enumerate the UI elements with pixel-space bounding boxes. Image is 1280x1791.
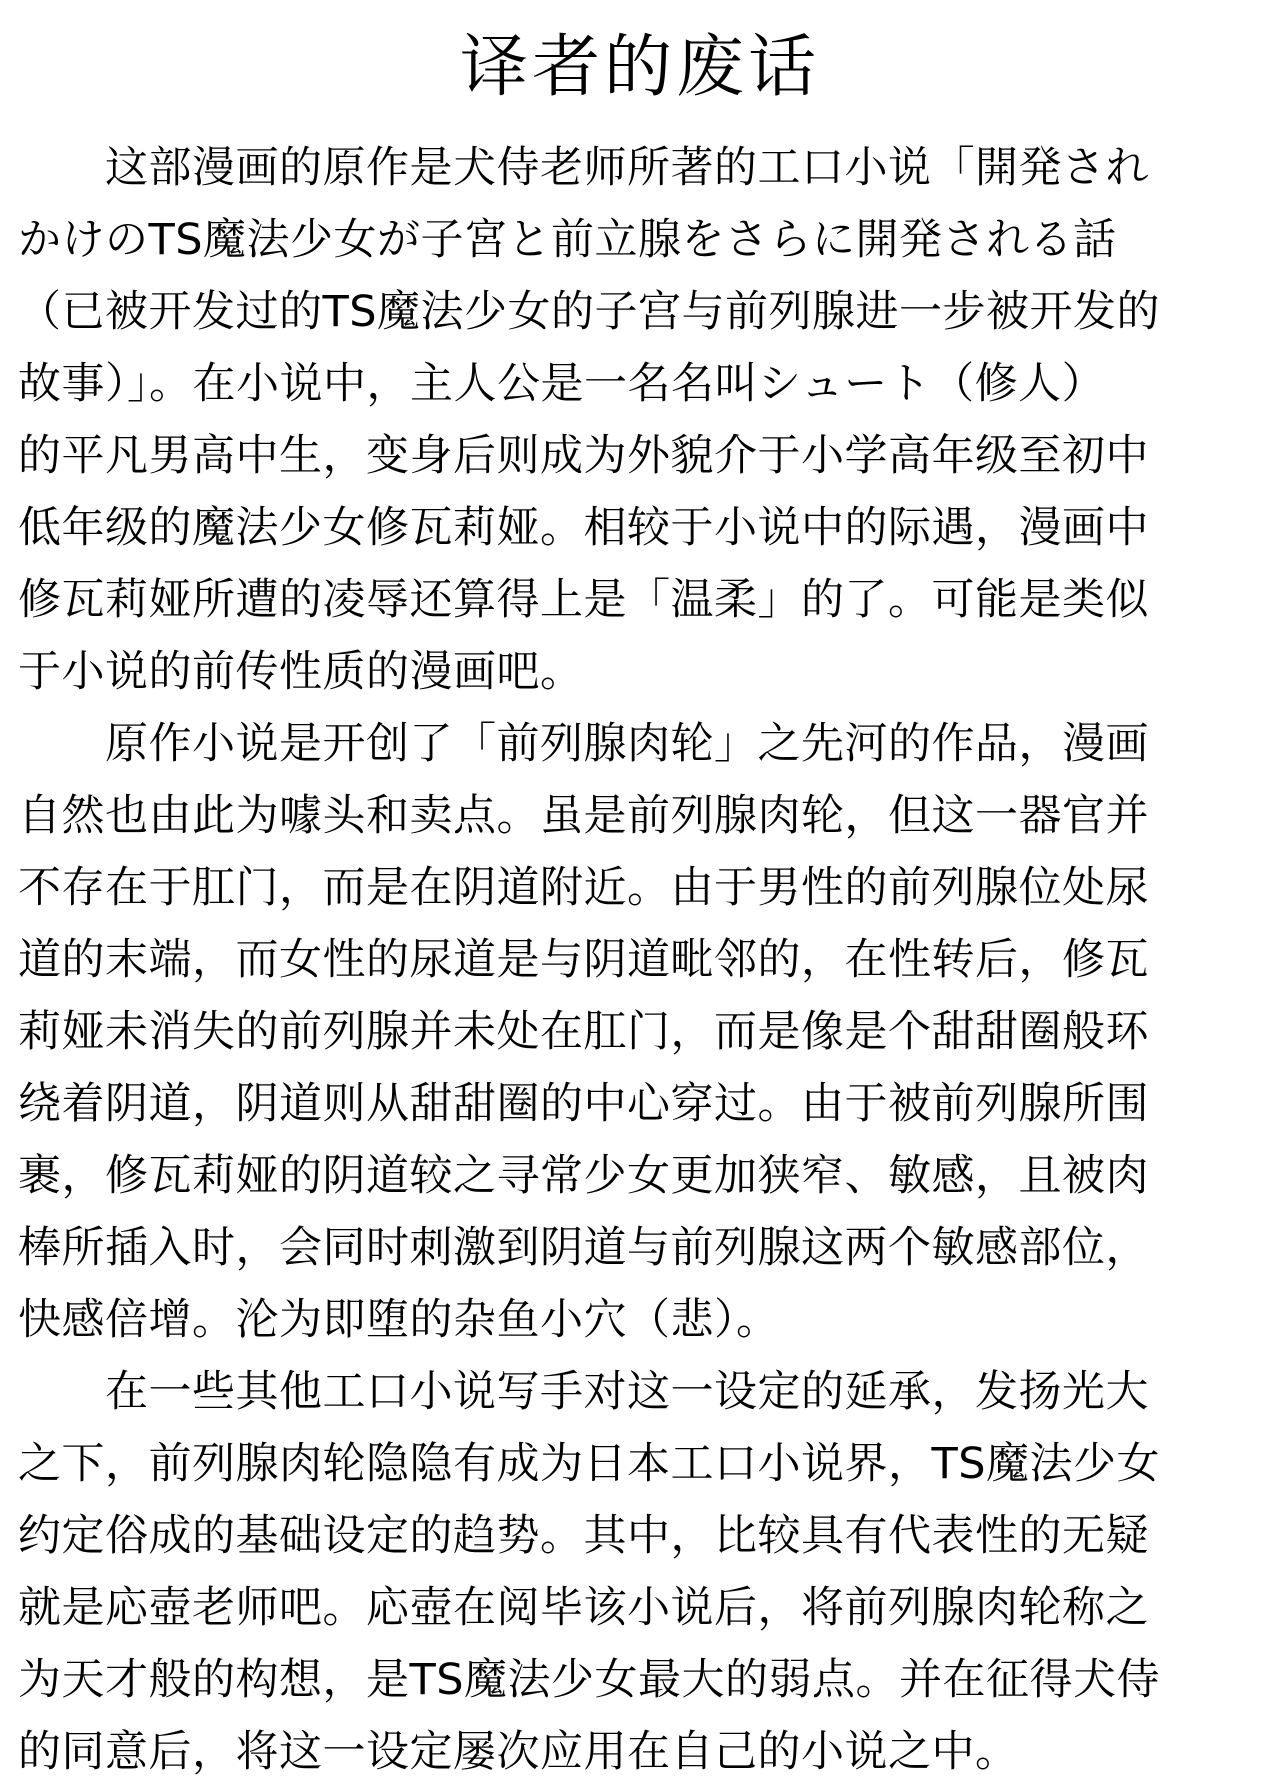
text-line: 之下，前列腺肉轮隐隐有成为日本工口小说界，TS魔法少女 (18, 1439, 1161, 1489)
text-line: （已被开发过的TS魔法少女的子宫与前列腺进一步被开发的 (18, 287, 1161, 337)
text-line: 自然也由此为噱头和卖点。虽是前列腺肉轮，但这一器官并 (18, 791, 1149, 841)
text-line: 为天才般的构想，是TS魔法少女最大的弱点。并在征得犬侍 (18, 1655, 1161, 1705)
text-line: 原作小说是开创了「前列腺肉轮」之先河的作品，漫画 (18, 719, 1149, 769)
text-line: 道的末端，而女性的尿道是与阴道毗邻的，在性转后，修瓦 (18, 935, 1149, 985)
text-line: 低年级的魔法少女修瓦莉娅。相较于小说中的际遇，漫画中 (18, 503, 1149, 553)
text-line: 于小说的前传性质的漫画吧。 (18, 647, 584, 697)
text-line: 的同意后，将这一设定屡次应用在自己的小说之中。 (18, 1727, 1019, 1777)
text-line: 约定俗成的基础设定的趋势。其中，比较具有代表性的无疑 (18, 1511, 1149, 1561)
text-line: かけのTS魔法少女が子宮と前立腺をさらに開発される話 (18, 215, 1117, 265)
text-line: 棒所插入时，会同时刺激到阴道与前列腺这两个敏感部位， (18, 1223, 1149, 1273)
text-line: 不存在于肛门，而是在阴道附近。由于男性的前列腺位处尿 (18, 863, 1149, 913)
text-line: 这部漫画的原作是犬侍老师所著的工口小说「開発され (18, 143, 1149, 193)
text-line: 裹，修瓦莉娅的阴道较之寻常少女更加狭窄、敏感，且被肉 (18, 1151, 1149, 1201)
text-line: 绕着阴道，阴道则从甜甜圈的中心穿过。由于被前列腺所围 (18, 1079, 1149, 1129)
document-body (18, 132, 1258, 1788)
paragraph-3 (18, 1356, 1258, 1788)
text-line: 快感倍增。沦为即堕的杂鱼小穴（悲）。 (18, 1295, 780, 1345)
page-title: 译者的废话 (459, 28, 820, 107)
text-line: 就是応壺老师吧。応壺在阅毕该小说后，将前列腺肉轮称之 (18, 1583, 1149, 1633)
paragraph-2 (18, 708, 1258, 1356)
text-line: 修瓦莉娅所遭的凌辱还算得上是「温柔」的了。可能是类似 (18, 575, 1149, 625)
text-line: 在一些其他工口小说写手对这一设定的延承，发扬光大 (18, 1367, 1149, 1417)
paragraph-1 (18, 132, 1258, 708)
text-line: 故事）」。在小说中，主人公是一名名叫シュート（修人） (18, 359, 1106, 409)
text-line: 莉娅未消失的前列腺并未处在肛门，而是像是个甜甜圈般环 (18, 1007, 1149, 1057)
text-line: 的平凡男高中生，变身后则成为外貌介于小学高年级至初中 (18, 431, 1149, 481)
